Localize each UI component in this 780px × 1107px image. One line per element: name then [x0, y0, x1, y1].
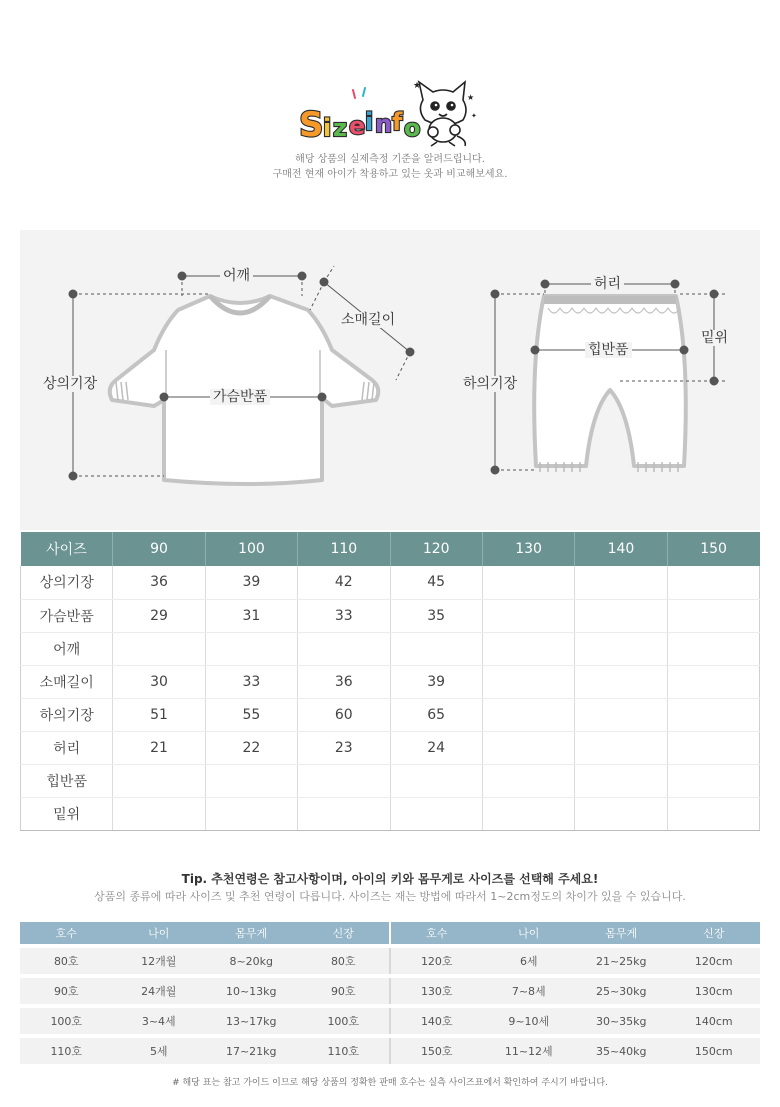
label-sleeve-length: 소매길이: [338, 312, 398, 328]
table-cell: 23: [298, 731, 390, 764]
table-cell: [575, 665, 667, 698]
table-cell: 30: [113, 665, 205, 698]
size-chart-table: [20, 532, 760, 831]
table-cell: [205, 632, 297, 665]
table-cell: 140cm: [668, 1006, 761, 1036]
header-cell: 호수: [20, 922, 113, 946]
table-cell: 55: [205, 698, 297, 731]
label-hip-width: 힙반품: [585, 342, 632, 358]
table-row: [21, 632, 760, 665]
table-cell: [575, 566, 667, 599]
table-cell: [113, 764, 205, 797]
header-cell: 110: [298, 532, 390, 566]
table-cell: [482, 665, 574, 698]
table-cell: [575, 731, 667, 764]
header-cell: 100: [205, 532, 297, 566]
svg-text:i: i: [323, 114, 332, 142]
header-cell: 몸무게: [575, 922, 668, 946]
table-cell: 100호: [298, 1006, 391, 1036]
table-cell: [298, 764, 390, 797]
table-cell: 140호: [390, 1006, 483, 1036]
svg-text:z: z: [333, 114, 347, 142]
table-cell: [667, 797, 759, 830]
table-cell: 110호: [20, 1036, 113, 1066]
table-cell: 12개월: [113, 946, 206, 976]
intro-line-2: 구매전 현재 아이가 착용하고 있는 옷과 비교해보세요.: [272, 169, 508, 180]
table-cell: 9~10세: [483, 1006, 576, 1036]
table-row: [20, 1036, 760, 1066]
table-cell: [575, 764, 667, 797]
table-cell: 35: [390, 599, 482, 632]
table-cell: 30~35kg: [575, 1006, 668, 1036]
table-cell: 36: [113, 566, 205, 599]
table-cell: [298, 632, 390, 665]
table-cell: [667, 632, 759, 665]
table-cell: [390, 764, 482, 797]
table-row: [21, 599, 760, 632]
label-shoulder: 어깨: [220, 268, 253, 284]
table-cell: [667, 566, 759, 599]
svg-text:n: n: [375, 110, 393, 138]
table-cell: 80호: [20, 946, 113, 976]
table-row: [21, 698, 760, 731]
svg-text:f: f: [392, 108, 403, 136]
table-cell: 24개월: [113, 976, 206, 1006]
table-cell: 25~30kg: [575, 976, 668, 1006]
table-cell: 120호: [390, 946, 483, 976]
table-cell: 65: [390, 698, 482, 731]
svg-text:★: ★: [467, 93, 475, 102]
table-cell: 150호: [390, 1036, 483, 1066]
row-label: 허리: [21, 731, 113, 764]
sizeinfo-logo: [295, 70, 485, 150]
row-label: 상의기장: [21, 566, 113, 599]
svg-text:S: S: [299, 105, 324, 145]
age-reference-table: [20, 922, 760, 1068]
table-cell: 45: [390, 566, 482, 599]
row-label: 가슴반품: [21, 599, 113, 632]
table-row: [21, 731, 760, 764]
row-label: 하의기장: [21, 698, 113, 731]
table-cell: 42: [298, 566, 390, 599]
table-cell: 11~12세: [483, 1036, 576, 1066]
footnote: # 해당 표는 참고 가이드 이므로 해당 상품의 정확한 판매 호수는 실측 사이즈표에서 확인하여 주시기 바랍니다.: [172, 1078, 608, 1088]
label-top-length: 상의기장: [40, 376, 100, 392]
table-cell: 39: [390, 665, 482, 698]
age-table-header-row: [20, 922, 760, 946]
table-cell: [113, 797, 205, 830]
size-table-header-row: [21, 532, 760, 566]
table-cell: 120cm: [668, 946, 761, 976]
table-row: [20, 1006, 760, 1036]
table-cell: 5세: [113, 1036, 206, 1066]
table-cell: [667, 731, 759, 764]
table-row: [20, 946, 760, 976]
table-row: [21, 764, 760, 797]
table-cell: 51: [113, 698, 205, 731]
table-cell: [575, 797, 667, 830]
label-rise: 밑위: [698, 330, 731, 346]
table-row: [21, 797, 760, 830]
table-cell: [113, 632, 205, 665]
table-row: [21, 566, 760, 599]
table-cell: [575, 599, 667, 632]
table-cell: [482, 566, 574, 599]
table-row: [20, 976, 760, 1006]
table-cell: 10~13kg: [205, 976, 298, 1006]
table-cell: [482, 731, 574, 764]
table-cell: [667, 665, 759, 698]
label-chest-width: 가슴반품: [210, 389, 270, 405]
table-cell: [667, 599, 759, 632]
table-cell: [575, 698, 667, 731]
table-cell: 35~40kg: [575, 1036, 668, 1066]
table-cell: [298, 797, 390, 830]
table-cell: 33: [298, 599, 390, 632]
table-cell: 29: [113, 599, 205, 632]
table-cell: 33: [205, 665, 297, 698]
table-cell: [482, 698, 574, 731]
header-cell: 신장: [668, 922, 761, 946]
header-cell: 140: [575, 532, 667, 566]
table-cell: [482, 599, 574, 632]
row-label: 소매길이: [21, 665, 113, 698]
table-cell: 100호: [20, 1006, 113, 1036]
table-cell: 24: [390, 731, 482, 764]
svg-text:✦: ✦: [471, 112, 477, 120]
tip-subtitle: 상품의 종류에 따라 사이즈 및 추천 연령이 다릅니다. 사이즈는 재는 방법에 따라서 1~2cm정도의 차이가 있을 수 있습니다.: [94, 890, 686, 903]
table-cell: [667, 698, 759, 731]
table-cell: [390, 632, 482, 665]
tip-title: Tip. 추천연령은 참고사항이며, 아이의 키와 몸무게로 사이즈를 선택해 주세요!: [181, 872, 599, 886]
header-cell: 신장: [298, 922, 391, 946]
sizeinfo-wordmark: [299, 105, 421, 145]
table-cell: [390, 797, 482, 830]
table-cell: 8~20kg: [205, 946, 298, 976]
table-cell: 150cm: [668, 1036, 761, 1066]
header-cell: 사이즈: [21, 532, 113, 566]
header-cell: 몸무게: [205, 922, 298, 946]
table-cell: 22: [205, 731, 297, 764]
svg-text:i: i: [365, 108, 374, 136]
intro-line-1: 해당 상품의 실제측정 기준을 알려드립니다.: [295, 154, 485, 165]
table-cell: [482, 764, 574, 797]
table-cell: [667, 764, 759, 797]
measurement-diagram: [20, 230, 760, 530]
svg-text:o: o: [404, 114, 421, 142]
table-row: [21, 665, 760, 698]
row-label: 밑위: [21, 797, 113, 830]
svg-text:e: e: [349, 112, 366, 140]
measurement-illustration: [20, 230, 760, 530]
table-cell: 36: [298, 665, 390, 698]
header-cell: 90: [113, 532, 205, 566]
table-cell: 39: [205, 566, 297, 599]
table-cell: 60: [298, 698, 390, 731]
header-cell: 130: [482, 532, 574, 566]
intro-text: [0, 152, 780, 182]
svg-text:★: ★: [413, 81, 422, 91]
table-cell: 130호: [390, 976, 483, 1006]
pants-garment-icon: [534, 296, 686, 472]
table-cell: 31: [205, 599, 297, 632]
label-bottom-length: 하의기장: [460, 376, 520, 392]
cat-mascot-icon: [419, 82, 466, 146]
table-cell: 7~8세: [483, 976, 576, 1006]
table-cell: 6세: [483, 946, 576, 976]
table-cell: 80호: [298, 946, 391, 976]
label-waist: 허리: [591, 276, 624, 292]
table-cell: 90호: [298, 976, 391, 1006]
table-cell: [482, 632, 574, 665]
header-cell: 나이: [113, 922, 206, 946]
table-cell: 21~25kg: [575, 946, 668, 976]
table-cell: 110호: [298, 1036, 391, 1066]
table-cell: [205, 764, 297, 797]
table-cell: 17~21kg: [205, 1036, 298, 1066]
header-cell: 호수: [390, 922, 483, 946]
logo-area: [0, 70, 780, 150]
table-cell: [205, 797, 297, 830]
row-label: 어깨: [21, 632, 113, 665]
header-cell: 나이: [483, 922, 576, 946]
header-cell: 150: [667, 532, 759, 566]
table-cell: 13~17kg: [205, 1006, 298, 1036]
row-label: 힙반품: [21, 764, 113, 797]
table-cell: 90호: [20, 976, 113, 1006]
table-cell: 21: [113, 731, 205, 764]
table-cell: 3~4세: [113, 1006, 206, 1036]
table-cell: [575, 632, 667, 665]
table-cell: [482, 797, 574, 830]
header-cell: 120: [390, 532, 482, 566]
table-cell: 130cm: [668, 976, 761, 1006]
